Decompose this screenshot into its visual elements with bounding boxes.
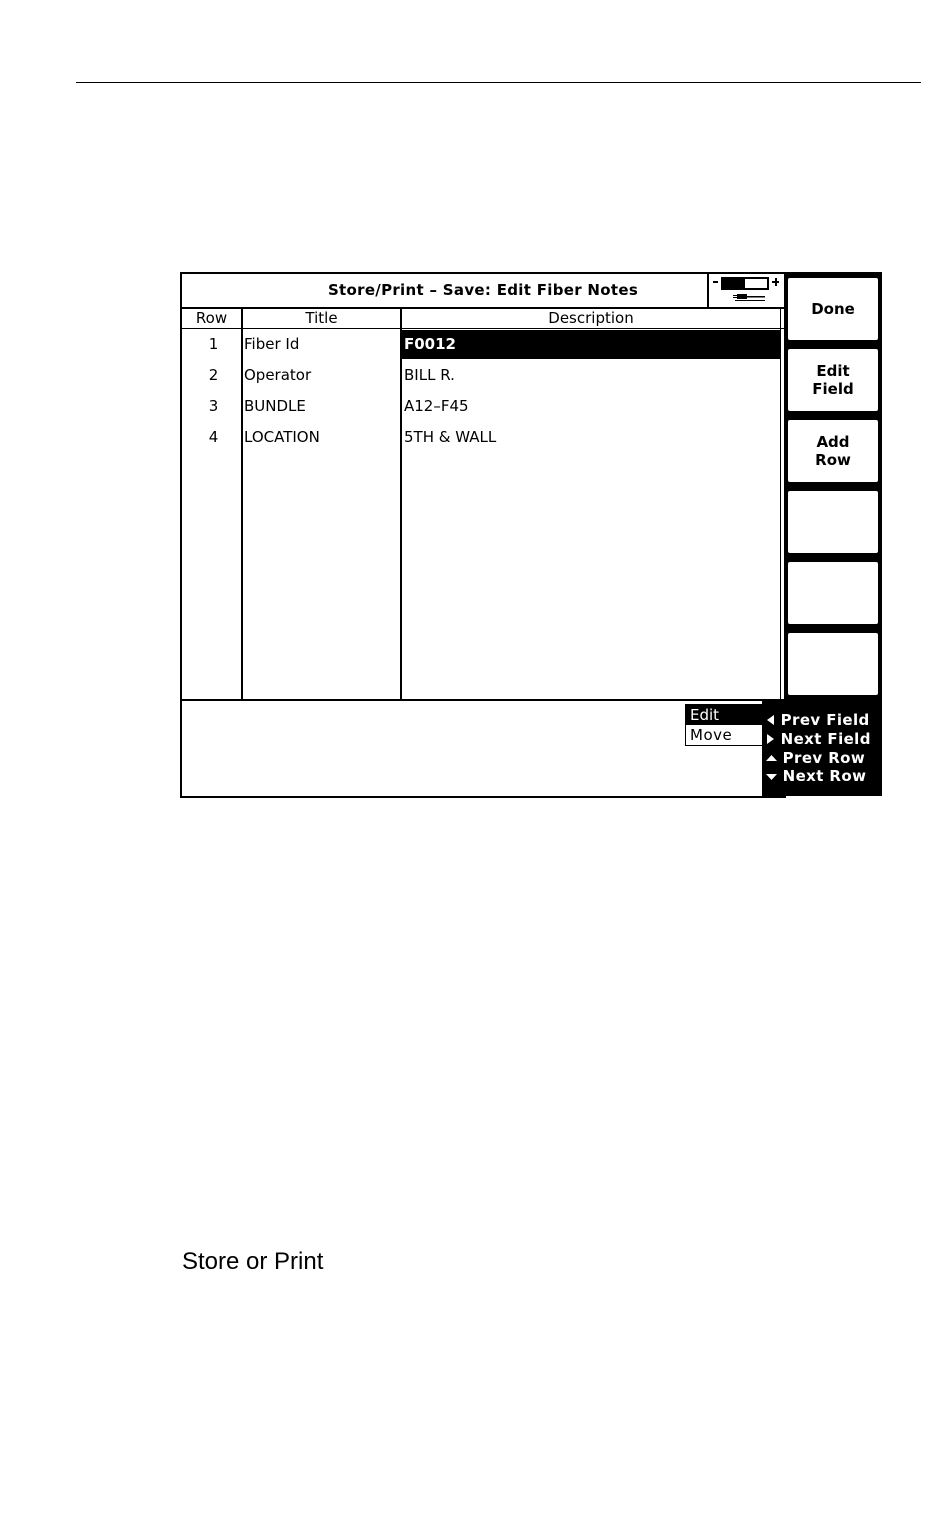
mode-menu[interactable] [685,704,767,746]
notes-window [180,272,786,798]
row-number: 1 [208,335,219,353]
softkey-6-button[interactable] [788,633,878,695]
title-bar [182,274,784,309]
mode-edit-option[interactable]: Edit [686,705,766,725]
table-row[interactable] [182,329,780,359]
triangle-down-icon [766,772,777,781]
page-top-rule [76,82,921,83]
header-title: Title [305,309,338,327]
row-title[interactable]: LOCATION [244,428,320,446]
row-number: 4 [208,428,219,446]
table-row[interactable] [182,360,780,390]
mode-move-option[interactable]: Move [690,726,733,744]
table-row[interactable] [182,422,780,452]
row-title[interactable]: Operator [244,366,312,384]
nav-next-field[interactable]: Next Field [766,730,871,749]
status-divider [182,699,784,701]
ac-plug-icon [731,292,765,302]
add-row-button[interactable]: Add Row [788,420,878,482]
row-description[interactable]: A12–F45 [404,397,469,415]
battery-icon [721,277,769,290]
battery-minus-icon [713,281,718,283]
power-status [707,274,786,307]
triangle-right-icon [766,734,775,744]
row-description[interactable]: 5TH & WALL [404,428,497,446]
softkey-column [784,272,882,700]
done-button[interactable]: Done [788,278,878,340]
row-description-selected[interactable]: F0012 [402,330,780,359]
header-row: Row [195,309,228,327]
triangle-left-icon [766,715,775,725]
row-number: 3 [208,397,219,415]
nav-prev-row[interactable]: Prev Row [766,749,865,768]
edit-field-button[interactable]: Edit Field [788,349,878,411]
triangle-up-icon [766,754,777,763]
navigation-hints [762,700,882,796]
section-heading: Store or Print [182,1248,324,1275]
row-title[interactable]: Fiber Id [244,335,300,353]
window-title: Store/Print – Save: Edit Fiber Notes [327,281,639,299]
nav-next-row[interactable]: Next Row [766,767,866,786]
row-title[interactable]: BUNDLE [244,397,306,415]
column-divider [780,309,781,699]
nav-prev-field[interactable]: Prev Field [766,711,870,730]
softkey-4-button[interactable] [788,491,878,553]
row-description[interactable]: BILL R. [404,366,455,384]
header-description: Description [548,309,634,327]
table-header [182,309,784,329]
row-number: 2 [208,366,219,384]
table-row[interactable] [182,391,780,421]
battery-level-fill [723,279,745,288]
softkey-5-button[interactable] [788,562,878,624]
instrument-screen [180,272,882,796]
